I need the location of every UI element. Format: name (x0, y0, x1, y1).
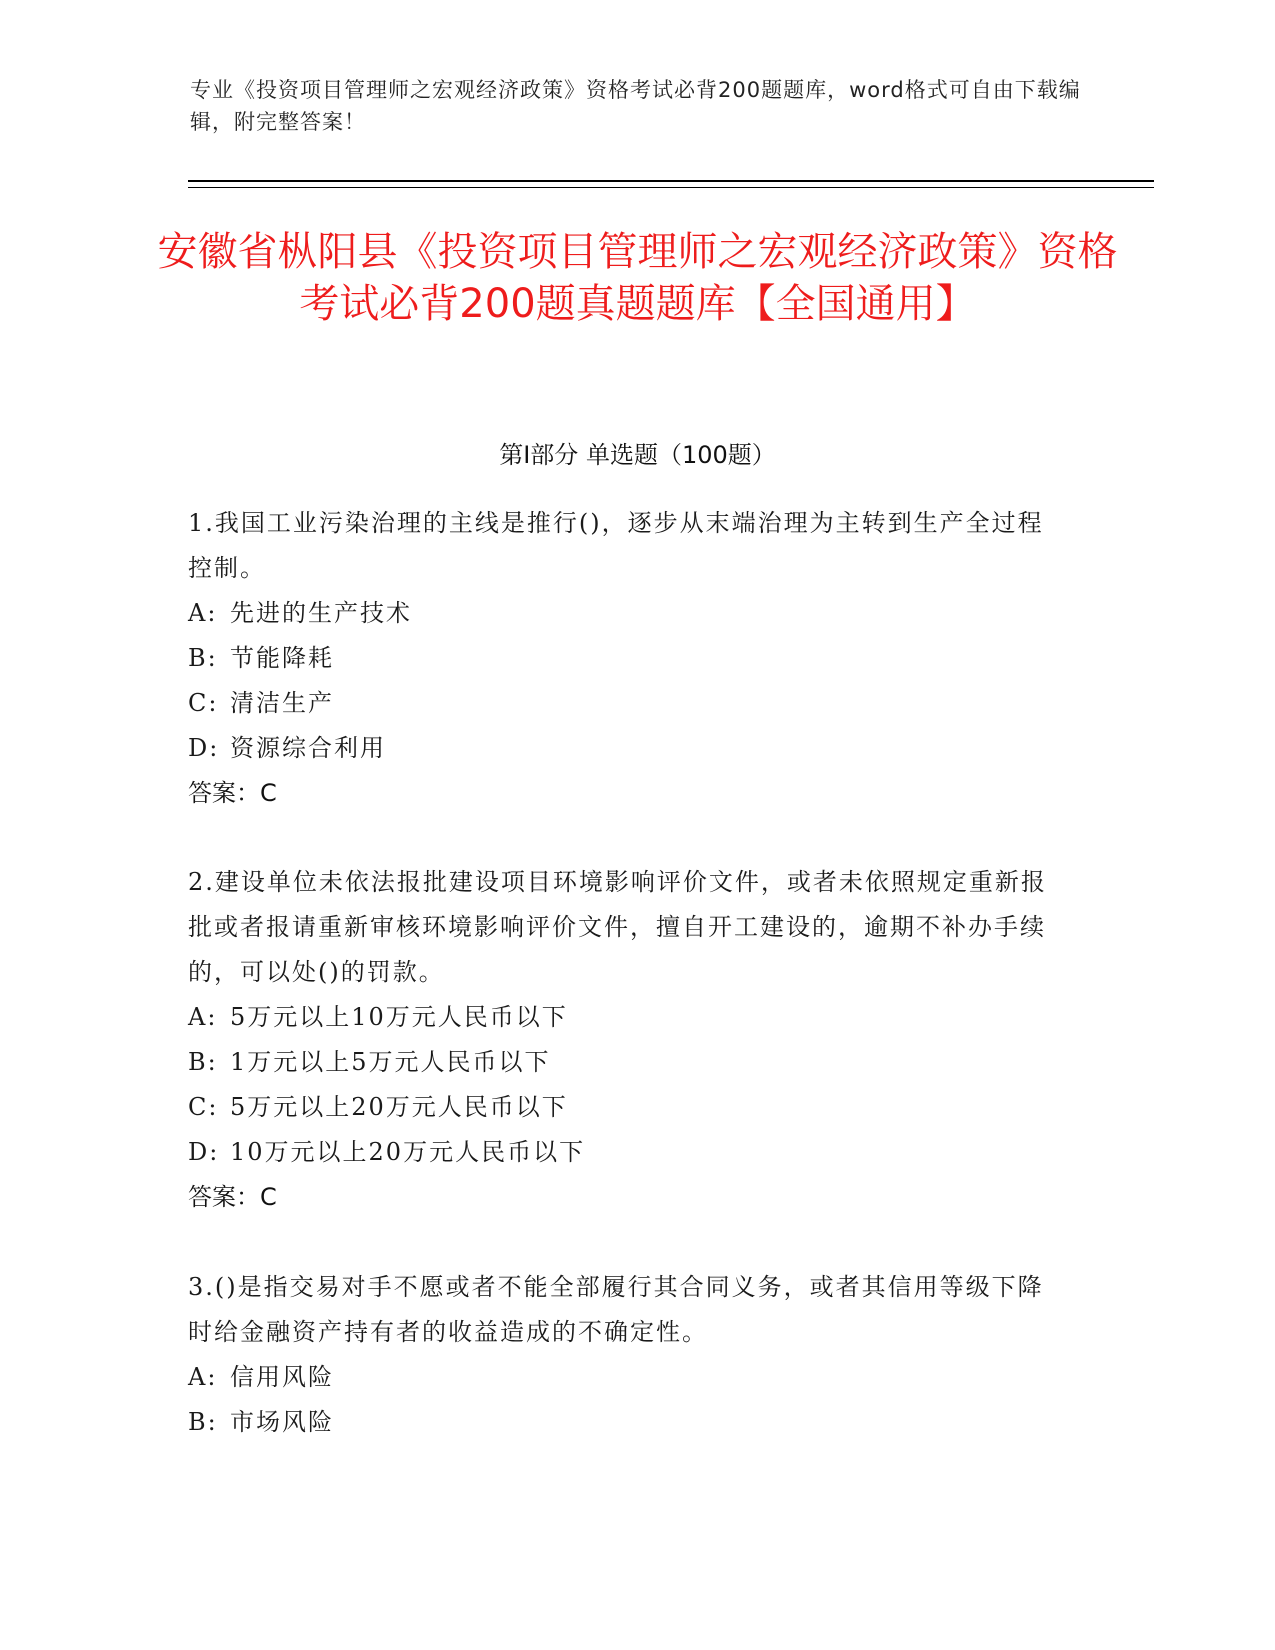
option-c (188, 681, 1068, 726)
option-letter: A: (188, 1003, 218, 1031)
option-text: 10万元以上20万元人民币以下 (230, 1138, 586, 1166)
option-letter: C: (188, 1093, 219, 1121)
option-letter: D: (188, 734, 220, 762)
question-text: 3.()是指交易对手不愿或者不能全部履行其合同义务，或者其信用等级下降时给金融资产持有者的收益造成的不确定性。 (188, 1273, 1044, 1346)
option-text: 5万元以上20万元人民币以下 (230, 1093, 568, 1121)
question-3 (188, 1265, 1068, 1445)
option-a (188, 995, 1068, 1040)
option-text: 清洁生产 (230, 689, 334, 717)
option-text: 市场风险 (230, 1408, 334, 1436)
option-text: 5万元以上10万元人民币以下 (230, 1003, 568, 1031)
option-d (188, 726, 1068, 771)
option-text: 资源综合利用 (230, 734, 386, 762)
option-d (188, 1130, 1068, 1175)
option-letter: B: (188, 1048, 218, 1076)
question-text: 2.建设单位未依法报批建设项目环境影响评价文件，或者未依照规定重新报批或者报请重新审核环境影响评价文件，擅自开工建设的，逾期不补办手续的，可以处()的罚款。 (188, 868, 1047, 986)
option-letter: D: (188, 1138, 220, 1166)
option-text: 先进的生产技术 (230, 599, 412, 627)
option-text: 1万元以上5万元人民币以下 (230, 1048, 551, 1076)
option-letter: B: (188, 644, 218, 672)
header-divider-thin (188, 187, 1154, 188)
option-c (188, 1085, 1068, 1130)
option-letter: A: (188, 1363, 218, 1391)
header-divider-thick (188, 180, 1154, 182)
option-text: 信用风险 (230, 1363, 334, 1391)
option-b (188, 636, 1068, 681)
option-b (188, 1040, 1068, 1085)
option-letter: C: (188, 689, 219, 717)
option-text: 节能降耗 (230, 644, 334, 672)
question-2 (188, 860, 1068, 1220)
option-b (188, 1400, 1068, 1445)
answer: 答案：C (188, 1183, 277, 1211)
option-letter: A: (188, 599, 218, 627)
option-a (188, 591, 1068, 636)
question-1 (188, 501, 1068, 816)
header-note: 专业《投资项目管理师之宏观经济政策》资格考试必背200题题库，word格式可自由下载编辑，附完整答案！ (190, 78, 1081, 134)
section-title: 第I部分 单选题（100题） (499, 441, 776, 469)
main-title: 安徽省枞阳县《投资项目管理师之宏观经济政策》资格考试必背200题真题题库【全国通用】 (157, 229, 1118, 327)
question-text: 1.我国工业污染治理的主线是推行()，逐步从末端治理为主转到生产全过程控制。 (188, 509, 1044, 582)
option-a (188, 1355, 1068, 1400)
answer: 答案：C (188, 779, 277, 807)
option-letter: B: (188, 1408, 218, 1436)
